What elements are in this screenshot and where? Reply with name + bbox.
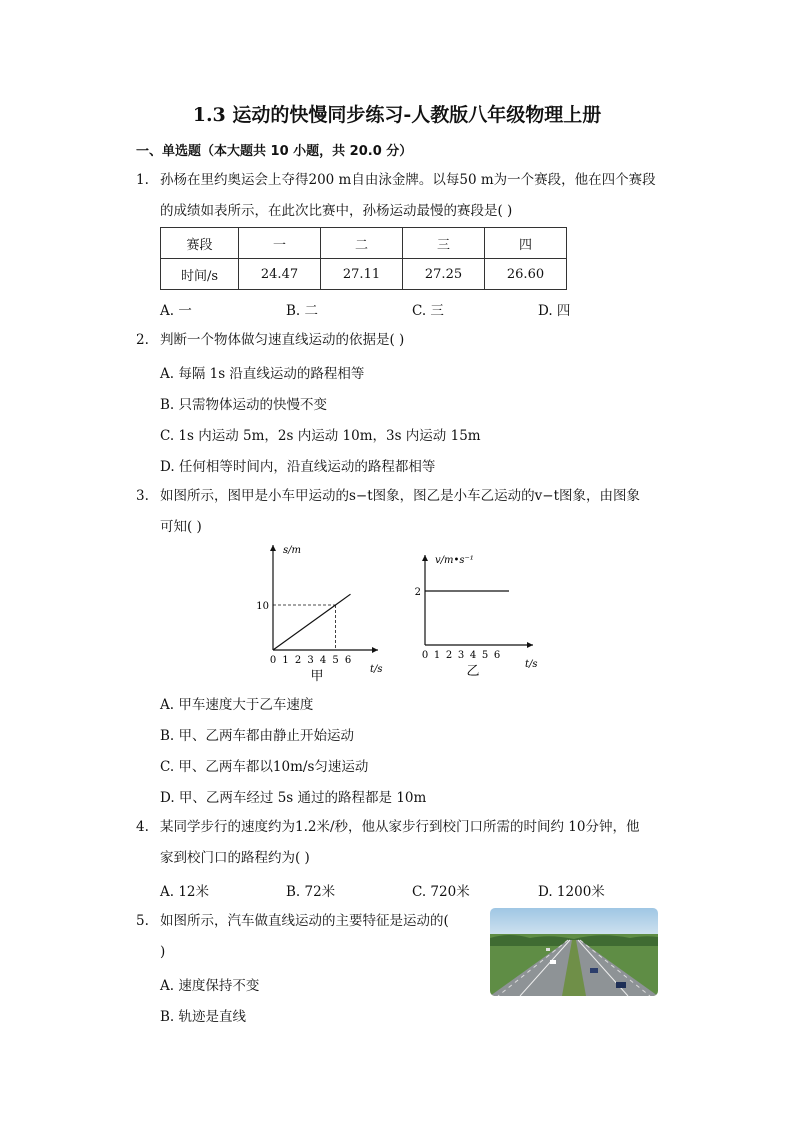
- question-1-stem-line1: 孙杨在里约奥运会上夺得200 m自由泳金牌。以每50 m为一个赛段，他在四个赛段: [160, 172, 656, 188]
- table-row: [161, 259, 567, 290]
- x-tick-label: 0: [421, 650, 429, 661]
- question-5-stem-line1: 如图所示，汽车做直线运动的主要特征是运动的(: [160, 913, 449, 929]
- table-cell: 时间/s: [161, 259, 239, 290]
- question-5-option-b[interactable]: B. 轨迹是直线: [160, 1009, 247, 1025]
- x-tick-label: 6: [493, 650, 501, 661]
- x-tick-label: 3: [307, 655, 314, 666]
- question-4-option-a[interactable]: A. 12米: [160, 884, 210, 900]
- question-5-option-a[interactable]: A. 速度保持不变: [160, 978, 260, 994]
- question-1-option-d[interactable]: D. 四: [538, 303, 571, 319]
- x-axis-arrow: [527, 642, 533, 648]
- question-4-stem-line2: 家到校门口的路程约为( ): [160, 850, 310, 866]
- table-cell: 四: [485, 228, 567, 259]
- y-axis-arrow: [270, 545, 276, 551]
- graph-yi: [405, 545, 540, 685]
- highway-photo: [490, 908, 658, 996]
- question-3-option-d[interactable]: D. 甲、乙两车经过 5s 通过的路程都是 10m: [160, 790, 427, 806]
- series-line: [273, 594, 351, 650]
- x-tick-label: 0: [269, 655, 277, 666]
- x-tick-label: 4: [469, 650, 477, 661]
- x-tick-label: 5: [481, 650, 489, 661]
- question-1-option-b[interactable]: B. 二: [286, 303, 319, 319]
- section-heading: 一、单选题（本大题共 10 小题，共 20.0 分）: [136, 144, 413, 159]
- y-tick-label: 2: [414, 587, 421, 598]
- table-cell: 一: [239, 228, 321, 259]
- table-cell: 24.47: [239, 259, 321, 290]
- x-tick-label: 2: [445, 650, 453, 661]
- table-cell: 27.25: [403, 259, 485, 290]
- question-3-option-c[interactable]: C. 甲、乙两车都以10m/s匀速运动: [160, 759, 369, 775]
- question-4-option-b[interactable]: B. 72米: [286, 884, 336, 900]
- question-2-option-a[interactable]: A. 每隔 1s 沿直线运动的路程相等: [160, 366, 365, 382]
- graph-panel-label: 乙: [466, 664, 480, 679]
- question-1-option-c[interactable]: C. 三: [412, 303, 444, 319]
- question-4-stem-line1: 某同学步行的速度约为1.2米/秒，他从家步行到校门口所需的时间约 10分钟，他: [160, 819, 640, 835]
- question-3-stem-line2: 可知( ): [160, 519, 202, 535]
- x-axis-arrow: [372, 647, 378, 653]
- graph-panel-label: 甲: [310, 669, 324, 684]
- question-4-option-c[interactable]: C. 720米: [412, 884, 470, 900]
- question-2-option-d[interactable]: D. 任何相等时间内，沿直线运动的路程都相等: [160, 459, 436, 475]
- x-tick-label: 1: [282, 655, 289, 666]
- question-2-option-b[interactable]: B. 只需物体运动的快慢不变: [160, 397, 328, 413]
- question-2-stem: 判断一个物体做匀速直线运动的依据是( ): [160, 332, 405, 348]
- table-cell: 27.11: [321, 259, 403, 290]
- race-segment-table: [160, 227, 567, 290]
- x-tick-label: 1: [433, 650, 441, 661]
- question-1-number: 1.: [136, 172, 149, 188]
- y-tick-label: 10: [256, 601, 269, 612]
- question-3-option-b[interactable]: B. 甲、乙两车都由静止开始运动: [160, 728, 355, 744]
- x-axis-label: t/s: [525, 659, 538, 670]
- question-2-option-c[interactable]: C. 1s 内运动 5m，2s 内运动 10m，3s 内运动 15m: [160, 428, 481, 444]
- table-cell: 二: [321, 228, 403, 259]
- x-axis-label: t/s: [370, 664, 383, 675]
- y-axis-label: v/m•s⁻¹: [435, 555, 474, 566]
- question-1-option-a[interactable]: A. 一: [160, 303, 192, 319]
- question-5-number: 5.: [136, 913, 149, 929]
- question-4-number: 4.: [136, 819, 149, 835]
- table-header-row: [161, 228, 567, 259]
- graph-jia: [255, 540, 385, 685]
- table-cell: 赛段: [161, 228, 239, 259]
- x-tick-label: 5: [332, 655, 339, 666]
- question-1-stem-line2: 的成绩如表所示，在此次比赛中，孙杨运动最慢的赛段是( ): [160, 203, 513, 219]
- page-title: 1.3 运动的快慢同步练习-人教版八年级物理上册: [192, 104, 602, 126]
- x-tick-label: 4: [319, 655, 327, 666]
- question-2-number: 2.: [136, 332, 149, 348]
- question-3-option-a[interactable]: A. 甲车速度大于乙车速度: [160, 697, 314, 713]
- question-3-number: 3.: [136, 488, 149, 504]
- question-3-stem-line1: 如图所示，图甲是小车甲运动的s−t图象，图乙是小车乙运动的v−t图象，由图象: [160, 488, 641, 504]
- question-4-option-d[interactable]: D. 1200米: [538, 884, 605, 900]
- x-tick-label: 3: [457, 650, 465, 661]
- table-cell: 26.60: [485, 259, 567, 290]
- y-axis-label: s/m: [283, 545, 301, 556]
- x-tick-label: 6: [344, 655, 352, 666]
- question-5-stem-line2: ): [160, 944, 166, 960]
- y-axis-arrow: [422, 555, 428, 561]
- table-cell: 三: [403, 228, 485, 259]
- x-tick-label: 2: [294, 655, 302, 666]
